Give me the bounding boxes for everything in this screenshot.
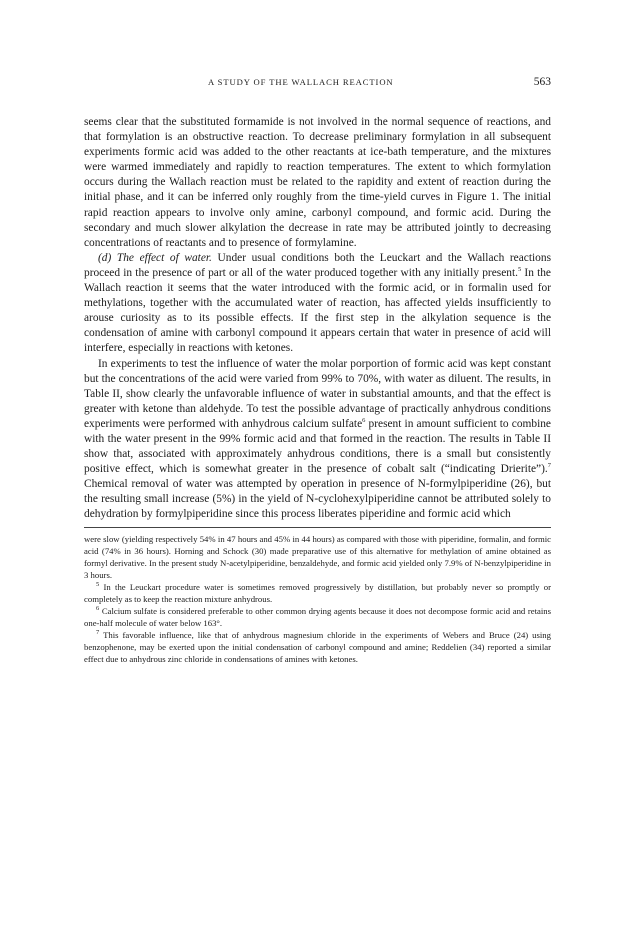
paragraph-effect-of-water	[84, 251, 551, 357]
footnotes	[84, 533, 551, 666]
footnote-ref: 7	[547, 462, 551, 470]
footnote-mark: 6	[96, 605, 100, 613]
footnote-6	[84, 605, 551, 629]
paragraph-text: In the Wallach reaction it seems that the water introduced with the formic acid, or in formalin used for methylations, together with the accumulated water of reaction, has affected yields insufficiently to arouse curiosity as to its possible effects. If the first step in the alkylation sequence is the condensation of amine with carbonyl compound it appears certain that water in presence of acid will interfere, especially in reactions with ketones.	[84, 266, 551, 355]
footnote-7	[84, 629, 551, 665]
footnote-continuation: were slow (yielding respectively 54% in 47 hours and 45% in 44 hours) as compared with those with piperidine, formalin, and formic acid (74% in 36 hours). Horning and Schock (30) made preparative use of this alternative for methylation of amine obtained as formyl derivative. In the present study N-acetylpiperidine, benzaldehyde, and formic acid yielded only 7.9% of N-benzylpiperidine in 3 hours.	[84, 533, 551, 580]
paragraph-water-experiments	[84, 357, 551, 523]
section-label: (d) The effect of water.	[98, 251, 212, 264]
paragraph-formylation	[84, 115, 551, 251]
page	[84, 76, 551, 666]
running-title: A STUDY OF THE WALLACH REACTION	[208, 77, 394, 87]
paragraph-text: In experiments to test the influence of water the molar porportion of formic acid was kept constant but the concentrations of the acid were varied from 99% to 70%, with water as diluent. The results, in Table II, show clearly the unfavorable influence of water in substantial amounts, and that the effect is greater with ketone than aldehyde. To test the possible advantage of practically anhydrous conditions experiments were performed with anhydrous calcium sulfate	[84, 357, 551, 430]
body-text	[84, 115, 551, 523]
paragraph-text: seems clear that the substituted formamide is not involved in the normal sequence of reactions, and that formylation is an obstructive reaction. To decrease preliminary formylation in all subsequent experiments formic acid was added to the other reactants at ice-bath temperature, and the mixtures were warmed immediately and rapidly to reaction temperatures. The extent to which formylation occurs during the Wallach reaction must be related to the rapidity and extent of reaction during the initial phase, and it can be inferred only roughly from the time-yield curves in Figure 1. The initial rapid reaction appears to involve only amine, carbonyl compound, and formic acid. During the secondary and much slower alkylation the decrease in rate may be attributed jointly to decreasing concentrations of reactants and to presence of formylamine.	[84, 116, 551, 249]
page-number: 563	[533, 76, 551, 88]
footnote-divider	[84, 527, 551, 528]
footnote-5	[84, 581, 551, 605]
page-header	[84, 76, 551, 94]
paragraph-text: Under usual conditions both the Leuckart and the Wallach reactions proceed in the presence of part or all of the water produced together with any initially present.	[84, 251, 552, 279]
footnote-ref: 5	[517, 266, 522, 274]
footnote-text: This favorable influence, like that of anhydrous magnesium chloride in the experiments of Webers and Bruce (24) using benzophenone, may be exerted upon the initial condensation of carbonyl compound and amine; Reddelien (34) reported a similar effect due to anhydrous zinc chloride in condensations of amines with ketones.	[84, 630, 551, 665]
paragraph-text: Chemical removal of water was attempted by operation in presence of N-formylpiperidine (26), but the resulting small increase (5%) in the yield of N-cyclohexylpiperidine cannot be attributed solely to dehydration by formylpiperidine since this process liberates piperidine and formic acid which	[84, 478, 551, 521]
paragraph-text: present in amount sufficient to combine with the water present in the 99% formic acid and that formed in the reaction. The results in Table II show that, associated with approximately anhydrous conditions, there is a small but consistently positive effect, which is somewhat greater in the presence of cobalt salt (“indicating Drierite”).	[84, 417, 551, 476]
footnote-ref: 6	[362, 417, 366, 425]
footnote-text: In the Leuckart procedure water is sometimes removed progressively by distillation, but probably never so promptly or completely as to keep the reaction mixture anhydrous.	[84, 581, 551, 604]
footnote-text: Calcium sulfate is considered preferable to other common drying agents because it does not decompose formic acid and retains one-half molecule of water below 163°.	[84, 606, 551, 629]
footnote-mark: 5	[96, 581, 100, 589]
footnote-mark: 7	[96, 629, 100, 637]
